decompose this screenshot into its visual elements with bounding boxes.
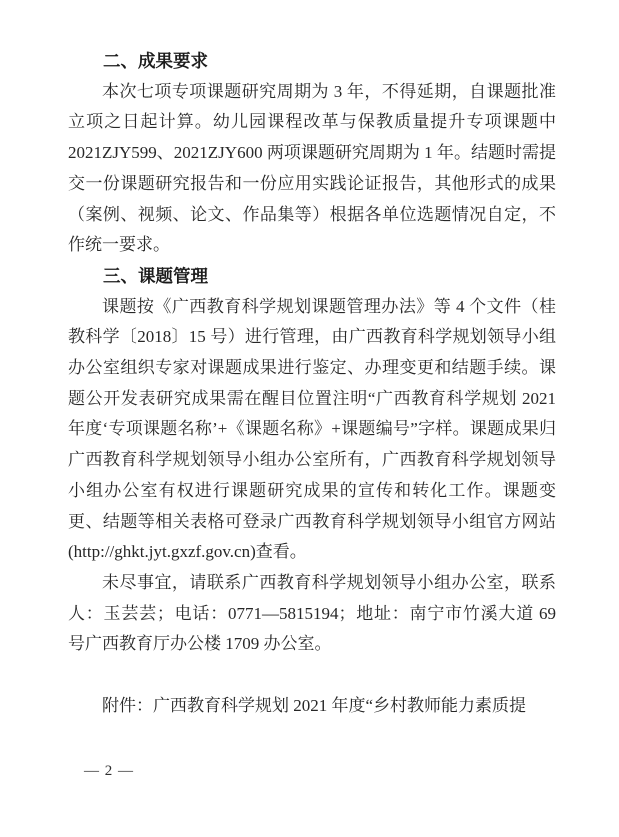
- paragraph-results-requirements: 本次七项专项课题研究周期为 3 年，不得延期，自课题批准立项之日起计算。幼儿园课程改革与保教质量提升专项课题中 2021ZJY599、2021ZJY600 两项课题研究周期为 1 年。结题时需提交一份课题研究报告和一份应用实践论证报告，其他形式的成果（案例、视频、论文、作品集等）根据各单位选题情况自定，不作统一要求。: [68, 81, 556, 255]
- section-heading-management: 三、课题管理: [103, 265, 208, 286]
- paragraph-project-management: 课题按《广西教育科学规划课题管理办法》等 4 个文件（桂教科学〔2018〕15 号）进行管理，由广西教育科学规划领导小组办公室组织专家对课题成果进行鉴定、办理变更和结题手续。课题公开发表研究成果需在醒目位置注明“广西教育科学规划 2021 年度‘专项课题名称’+《课题名称》+课题编号”字样。课题成果归广西教育科学规划领导小组办公室所有，广西教育科学规划领导小组办公室有权进行课题研究成果的宣传和转化工作。课题变更、结题等相关表格可登录广西教育科学规划领导小组官方网站(http://ghkt.jyt.gxzf.gov.cn)查看。: [68, 296, 556, 562]
- paragraph-contact-info: 未尽事宜，请联系广西教育科学规划领导小组办公室，联系人：玉芸芸；电话：0771—5815194；地址：南宁市竹溪大道 69 号广西教育厅办公楼 1709 办公室。: [68, 572, 556, 654]
- document-body: [68, 46, 556, 721]
- page-number: — 2 —: [84, 763, 134, 779]
- section-heading-results: 二、成果要求: [103, 51, 208, 71]
- paragraph-attachment: 附件：广西教育科学规划 2021 年度“乡村教师能力素质提: [102, 695, 527, 715]
